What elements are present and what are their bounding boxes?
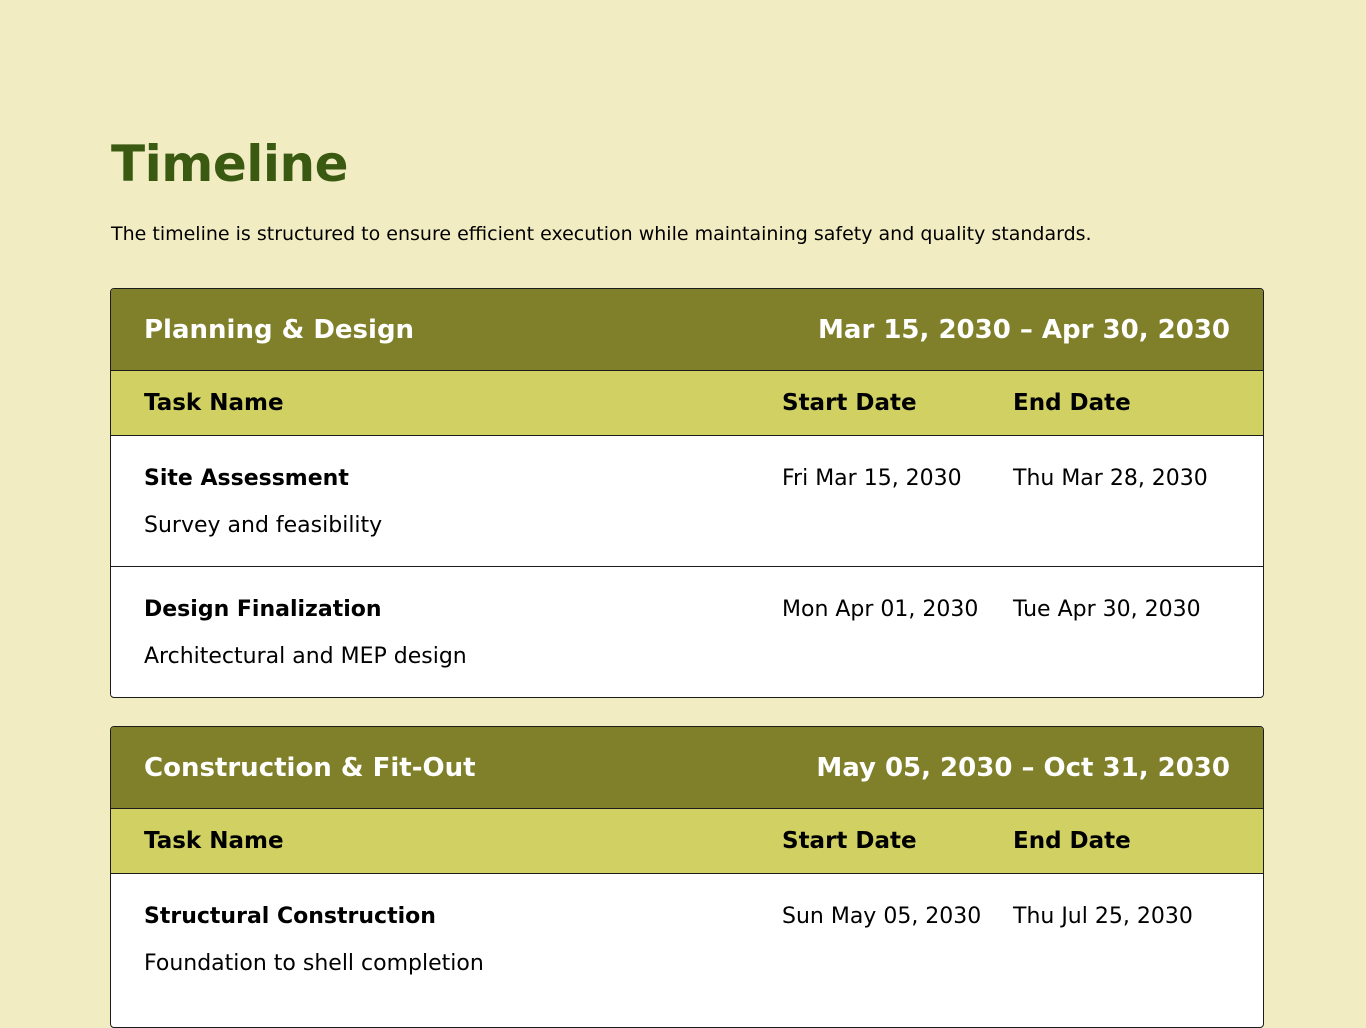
phase-date-range: May 05, 2030 – Oct 31, 2030 bbox=[816, 752, 1230, 783]
column-header-end-date: End Date bbox=[1013, 828, 1131, 854]
phase-name: Construction & Fit-Out bbox=[144, 752, 476, 783]
task-description: Survey and feasibility bbox=[144, 513, 383, 538]
column-header-row bbox=[111, 371, 1263, 436]
task-name: Structural Construction bbox=[144, 904, 436, 929]
column-header-start-date: Start Date bbox=[782, 828, 917, 854]
phase-header bbox=[111, 727, 1263, 809]
task-start-date: Sun May 05, 2030 bbox=[782, 904, 982, 929]
task-end-date: Thu Mar 28, 2030 bbox=[1013, 466, 1208, 491]
task-name: Site Assessment bbox=[144, 466, 349, 491]
column-header-row bbox=[111, 809, 1263, 874]
task-description: Architectural and MEP design bbox=[144, 644, 467, 669]
phase-card-construction-fit-out bbox=[110, 726, 1264, 1028]
column-header-task-name: Task Name bbox=[144, 828, 284, 854]
task-row bbox=[111, 436, 1263, 566]
task-name: Design Finalization bbox=[144, 597, 382, 622]
phase-name: Planning & Design bbox=[144, 314, 415, 345]
intro-text: The timeline is structured to ensure efficient execution while maintaining safety and quality standards. bbox=[111, 223, 1092, 245]
phase-card-planning-design bbox=[110, 288, 1264, 698]
task-row bbox=[111, 566, 1263, 696]
task-end-date: Thu Jul 25, 2030 bbox=[1013, 904, 1193, 929]
phase-date-range: Mar 15, 2030 – Apr 30, 2030 bbox=[818, 314, 1230, 345]
page-title: Timeline bbox=[111, 135, 349, 193]
task-start-date: Fri Mar 15, 2030 bbox=[782, 466, 962, 491]
column-header-task-name: Task Name bbox=[144, 390, 284, 416]
task-description: Foundation to shell completion bbox=[144, 951, 484, 976]
column-header-start-date: Start Date bbox=[782, 390, 917, 416]
column-header-end-date: End Date bbox=[1013, 390, 1131, 416]
task-row bbox=[111, 874, 1263, 1004]
phase-header bbox=[111, 289, 1263, 371]
task-end-date: Tue Apr 30, 2030 bbox=[1013, 597, 1201, 622]
task-start-date: Mon Apr 01, 2030 bbox=[782, 597, 979, 622]
